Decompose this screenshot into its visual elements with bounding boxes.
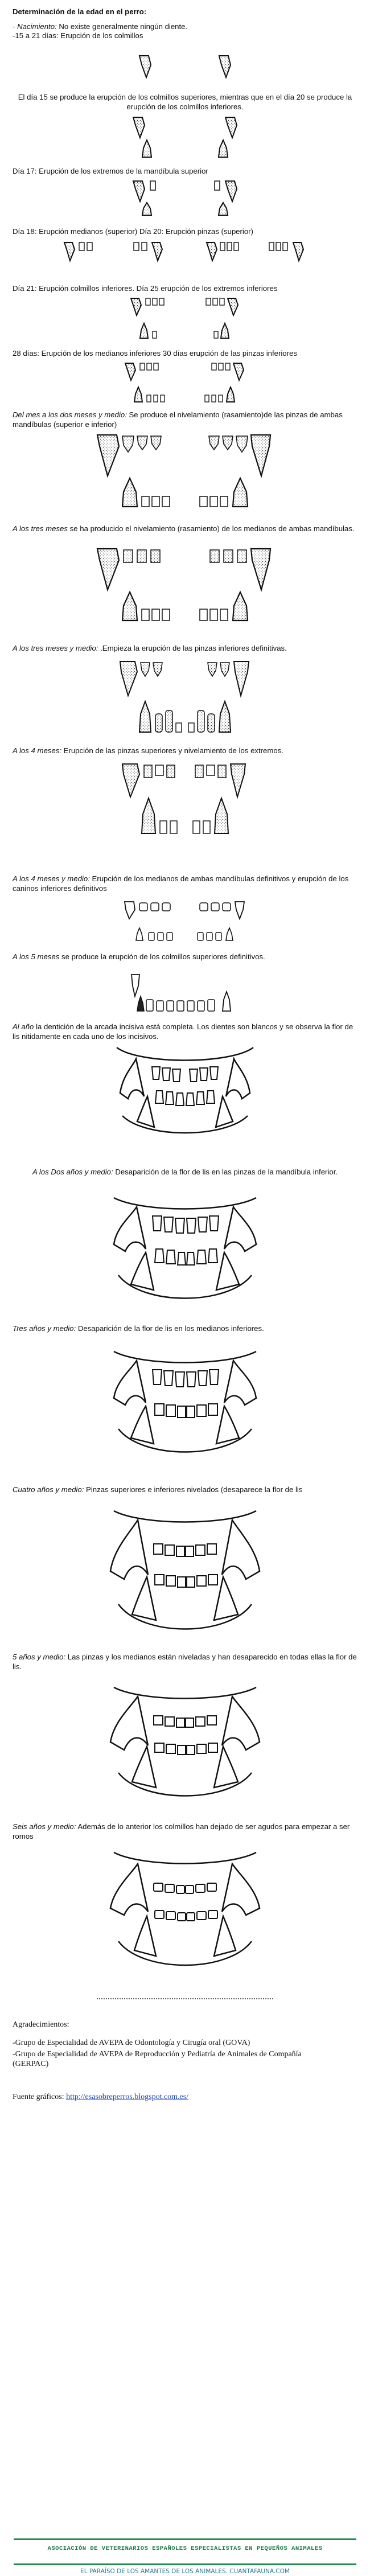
section-16-body: Las pinzas y los medianos están niveladas y han desaparecido en todas ellas la flor de lis.: [13, 1653, 357, 1671]
section-7-lead: A los tres meses: [13, 524, 68, 533]
section-15-lead: Cuatro años y medio:: [13, 1485, 84, 1494]
illustration-upper-canines-permanent: [0, 971, 370, 1013]
section-14-lead: Tres años y medio:: [13, 1324, 76, 1333]
section-17-lead: Seis años y medio:: [13, 1822, 76, 1831]
birth-label: Nacimiento:: [17, 22, 57, 31]
illustration-upper-pinzas-permanent: [0, 762, 370, 836]
acknowledgement-line-2: -Grupo de Especialidad de AVEPA de Reproducción y Pediatría de Animales de Compañía (GERPAC): [13, 2050, 302, 2068]
section-13-lead: A los Dos años y medio:: [32, 1168, 113, 1176]
section-2-text: Día 17: Erupción de los extremos de la mandíbula superior: [13, 167, 208, 175]
illustration-permanent-lower-pinzas: [0, 659, 370, 734]
section-12-text: [13, 1022, 357, 1041]
birth-text: No existe generalmente ningún diente.: [56, 22, 188, 31]
section-9-text: [13, 746, 357, 755]
section-16-lead: 5 años y medio:: [13, 1653, 66, 1661]
section-6-body: Se produce el nivelamiento (rasamiento)de las pinzas de ambas mandíbulas (superior e inferior): [13, 410, 343, 429]
section-11-body: se produce la erupción de los colmillos superiores definitivos.: [59, 952, 265, 961]
footer-organization: ASOCIACIÓN DE VETERINARIOS ESPAÑOLES ESPECIALISTAS EN PEQUEÑOS ANIMALES: [47, 2545, 323, 2552]
section-17-text: [13, 1822, 357, 1841]
section-7-body: se ha producido el nivelamiento (rasamiento) de los medianos de ambas mandíbulas.: [67, 524, 355, 533]
illustration-lower-canines: [0, 296, 370, 340]
illustration-lower-medians-pinzas: [0, 361, 370, 404]
illustration-medians-permanent: [0, 899, 370, 943]
section-7-text: [13, 524, 357, 533]
section-8-body: .Empieza la erupción de las pinzas inferiores definitivas.: [98, 644, 287, 652]
intro-days-15-21: -15 a 21 días: Erupción de los colmillos: [13, 31, 143, 40]
illustration-jaw-3-5-years: [0, 1344, 370, 1463]
section-17-body: Además de lo anterior los colmillos han dejado de ser agudos para empezar a ser romos: [13, 1822, 350, 1840]
footer-bar-bottom: [14, 2563, 356, 2565]
section-11-lead: A los 5 meses: [13, 952, 60, 961]
section-3-text: Día 18: Erupción medianos (superior) Día 20: Erupción pinzas (superior): [13, 227, 253, 236]
section-10-body: Erupción de los medianos de ambas mandíbulas definitivos y erupción de los caninos inferiores definitivos: [13, 874, 349, 893]
illustration-upper-lower-canines: [0, 114, 370, 159]
section-12-lead: Al año: [13, 1022, 34, 1031]
illustration-upper-extremes: [0, 179, 370, 217]
acknowledgements-heading: Agradecimientos:: [13, 2020, 69, 2029]
section-16-text: [13, 1652, 357, 1671]
section-12-body: la dentición de la arcada incisiva está completa. Los dientes son blancos y se observa la flor de lis nitidamente en cada uno de los incisivos.: [13, 1022, 353, 1041]
illustration-jaw-5-5-years: [0, 1679, 370, 1805]
section-14-text: [13, 1324, 357, 1333]
section-6-text: [13, 410, 357, 429]
section-1-text: El día 15 se produce la erupción de los colmillos superiores, mientras que en el día 20 se produce la erupción de los colmillos inferiores.: [18, 93, 352, 111]
dotted-separator: [97, 1998, 273, 1999]
section-8-text: [13, 643, 357, 653]
illustration-pinzas-leveling: [0, 433, 370, 509]
source-line: [13, 2092, 357, 2102]
section-10-lead: A los 4 meses y medio:: [13, 874, 90, 883]
section-5-text: 28 días: Erupción de los medianos inferiores 30 días erupción de las pinzas inferiores: [13, 349, 297, 358]
illustration-adult-jaw-1-year: [0, 1042, 370, 1139]
illustration-jaw-2-5-years: [0, 1190, 370, 1309]
footer: [0, 2536, 370, 2576]
watermark: EL PARAÍSO DE LOS AMANTES DE LOS ANIMALES. CUANTAFAUNA.COM: [80, 2568, 290, 2575]
section-15-text: [13, 1485, 357, 1494]
section-13-body: Desaparición de la flor de lis en las pinzas de la mandíbula inferior.: [113, 1168, 338, 1176]
section-4-text: Día 21: Erupción colmillos inferiores. Día 25 erupción de los extremos inferiores: [13, 284, 278, 293]
illustration-medians-leveling: [0, 547, 370, 623]
page-title: Determinación de la edad en el perro:: [13, 7, 147, 16]
footer-bar-top: [14, 2538, 356, 2540]
source-link[interactable]: http://esasobreperros.blogspot.com.es/: [66, 2093, 189, 2101]
illustration-jaw-4-5-years: [0, 1503, 370, 1640]
intro-birth: - Nacimiento: No existe generalmente ningún diente.: [13, 22, 188, 31]
section-9-lead: A los 4 meses:: [13, 746, 61, 755]
acknowledgement-line-1: -Grupo de Especialidad de AVEPA de Odontología y Cirugía oral (GOVA): [13, 2039, 250, 2047]
illustration-canines-erupting: [0, 52, 370, 82]
source-label: Fuente gráficos:: [13, 2093, 67, 2101]
section-13-text: [13, 1167, 357, 1177]
section-10-text: [13, 874, 357, 893]
section-6-lead: Del mes a los dos meses y medio:: [13, 410, 127, 419]
section-14-body: Desaparición de la flor de lis en los medianos inferiores.: [76, 1324, 264, 1333]
section-15-body: Pinzas superiores e inferiores nivelados (desaparece la flor de lis: [84, 1485, 303, 1494]
illustration-upper-medians-pinzas: [0, 240, 370, 270]
section-11-text: [13, 952, 357, 962]
illustration-jaw-6-5-years: [0, 1844, 370, 1975]
section-9-body: Erupción de las pinzas superiores y nivelamiento de los extremos.: [61, 746, 283, 755]
section-8-lead: A los tres meses y medio:: [13, 644, 98, 652]
